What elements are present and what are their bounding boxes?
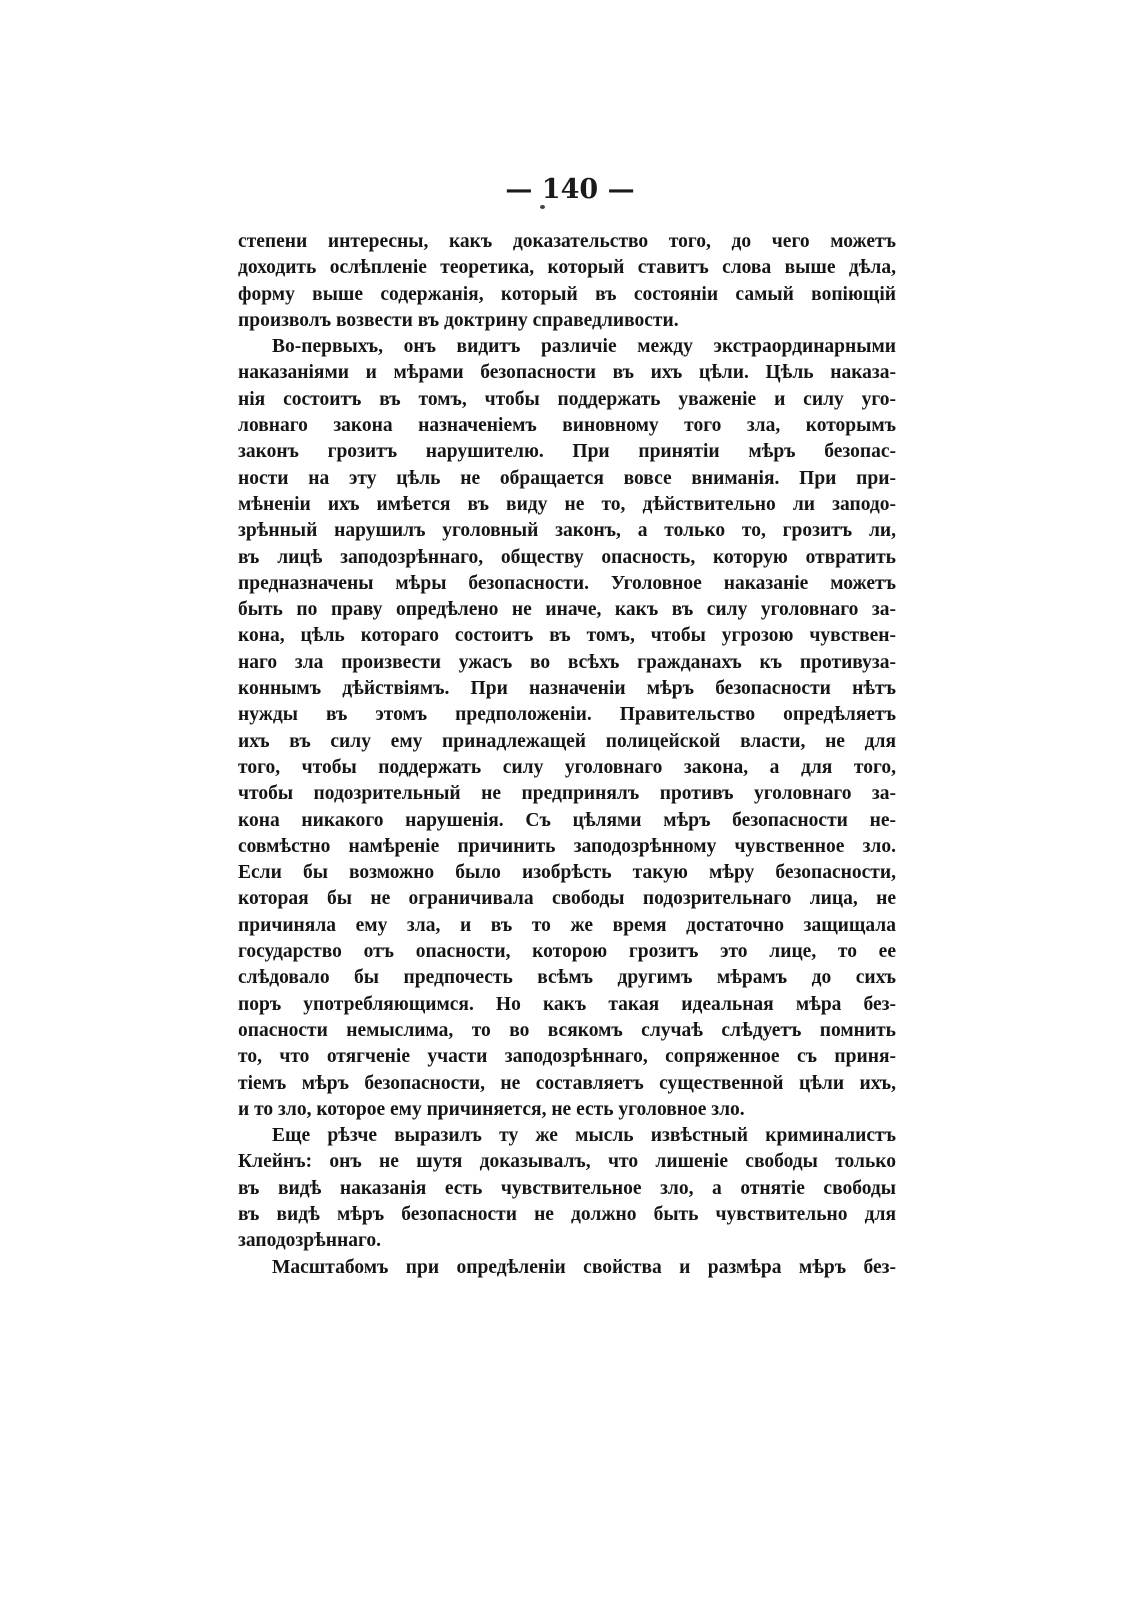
text-line: зрѣнный нарушилъ уголовный законъ, а только то, грозитъ ли,	[238, 520, 896, 542]
text-line: нія состоитъ въ томъ, чтобы поддержать уваженіе и силу уго-	[238, 388, 896, 410]
text-line: быть по праву опредѣлено не иначе, какъ въ силу уголовнаго за-	[238, 599, 896, 621]
text-line: и то зло, которое ему причиняется, не есть уголовное зло.	[238, 1098, 745, 1120]
text-line: ловнаго закона назначеніемъ виновному того зла, которымъ	[238, 415, 896, 437]
text-line: въ лицѣ заподозрѣннаго, обществу опасность, которую отвратить	[238, 546, 896, 568]
text-line: Клейнъ: онъ не шутя доказывалъ, что лишеніе свободы только	[238, 1151, 896, 1173]
text-line: государство отъ опасности, которою грозитъ это лице, то ее	[238, 941, 896, 963]
text-line: которая бы не ограничивала свободы подозрительнаго лица, не	[238, 888, 896, 910]
text-line: Масштабомъ при опредѣленіи свойства и размѣра мѣръ без-	[272, 1256, 896, 1278]
text-line: кона, цѣль котораго состоитъ въ томъ, чтобы угрозою чувствен-	[238, 625, 896, 647]
text-line: поръ употребляющимся. Но какъ такая идеальная мѣра без-	[238, 993, 896, 1015]
text-line: опасности немыслима, то во всякомъ случаѣ слѣдуетъ помнить	[238, 1019, 896, 1041]
text-line: заподозрѣннаго.	[238, 1230, 381, 1252]
text-line: ихъ въ силу ему принадлежащей полицейской власти, не для	[238, 730, 896, 752]
text-line: коннымъ дѣйствіямъ. При назначеніи мѣръ безопасности нѣтъ	[238, 678, 896, 700]
text-line: предназначены мѣры безопасности. Уголовное наказаніе можетъ	[238, 572, 896, 594]
text-line: тіемъ мѣръ безопасности, не составляетъ существенной цѣли ихъ,	[238, 1072, 896, 1094]
text-line: Еще рѣзче выразилъ ту же мысль извѣстный криминалистъ	[272, 1125, 896, 1147]
text-line: то, что отягченіе участи заподозрѣннаго, сопряженное съ приня-	[238, 1046, 896, 1068]
text-line: ности на эту цѣль не обращается вовсе вниманія. При при-	[238, 467, 896, 489]
text-line: наго зла произвести ужасъ во всѣхъ гражданахъ къ противуза-	[238, 651, 896, 673]
text-line: наказаніями и мѣрами безопасности въ ихъ цѣли. Цѣль наказа-	[238, 362, 896, 384]
text-line: Если бы возможно было изобрѣсть такую мѣру безопасности,	[238, 862, 896, 884]
text-line: нужды въ этомъ предположеніи. Правительство опредѣляетъ	[238, 704, 896, 726]
paragraph-2	[238, 334, 896, 1123]
text-line: законъ грозитъ нарушителю. При принятіи мѣръ безопас-	[238, 441, 896, 463]
text-line: мѣненіи ихъ имѣется въ виду не то, дѣйствительно ли заподо-	[238, 493, 896, 515]
paragraph-1	[238, 229, 896, 334]
text-line: въ видѣ наказанія есть чувствительное зло, а отнятіе свободы	[238, 1177, 896, 1199]
page-number: — 140 —	[505, 174, 635, 205]
text-line: степени интересны, какъ доказательство того, до чего можетъ	[238, 231, 896, 252]
text-line: того, чтобы поддержать силу уголовнаго закона, а для того,	[238, 756, 896, 778]
body-text	[238, 229, 896, 1281]
print-speck	[540, 205, 545, 209]
text-line: причиняла ему зла, и въ то же время достаточно защищала	[238, 914, 896, 936]
text-line: чтобы подозрительный не предпринялъ противъ уголовнаго за-	[238, 783, 896, 805]
text-line: совмѣстно намѣреніе причинить заподозрѣнному чувственное зло.	[238, 835, 896, 857]
paragraph-3	[238, 1123, 896, 1254]
text-line: слѣдовало бы предпочесть всѣмъ другимъ мѣрамъ до сихъ	[238, 967, 896, 989]
text-line: доходить ослѣпленіе теоретика, который ставитъ слова выше дѣла,	[238, 257, 896, 279]
text-line: форму выше содержанія, который въ состояніи самый вопіющій	[238, 283, 896, 305]
text-line: въ видѣ мѣръ безопасности не должно быть чувствительно для	[238, 1203, 896, 1225]
paragraph-4	[238, 1255, 896, 1281]
text-line: кона никакого нарушенія. Съ цѣлями мѣръ безопасности не-	[238, 809, 896, 831]
text-line: произволъ возвести въ доктрину справедливости.	[238, 309, 679, 331]
text-line: Во-первыхъ, онъ видитъ различіе между экстраординарными	[272, 336, 896, 358]
